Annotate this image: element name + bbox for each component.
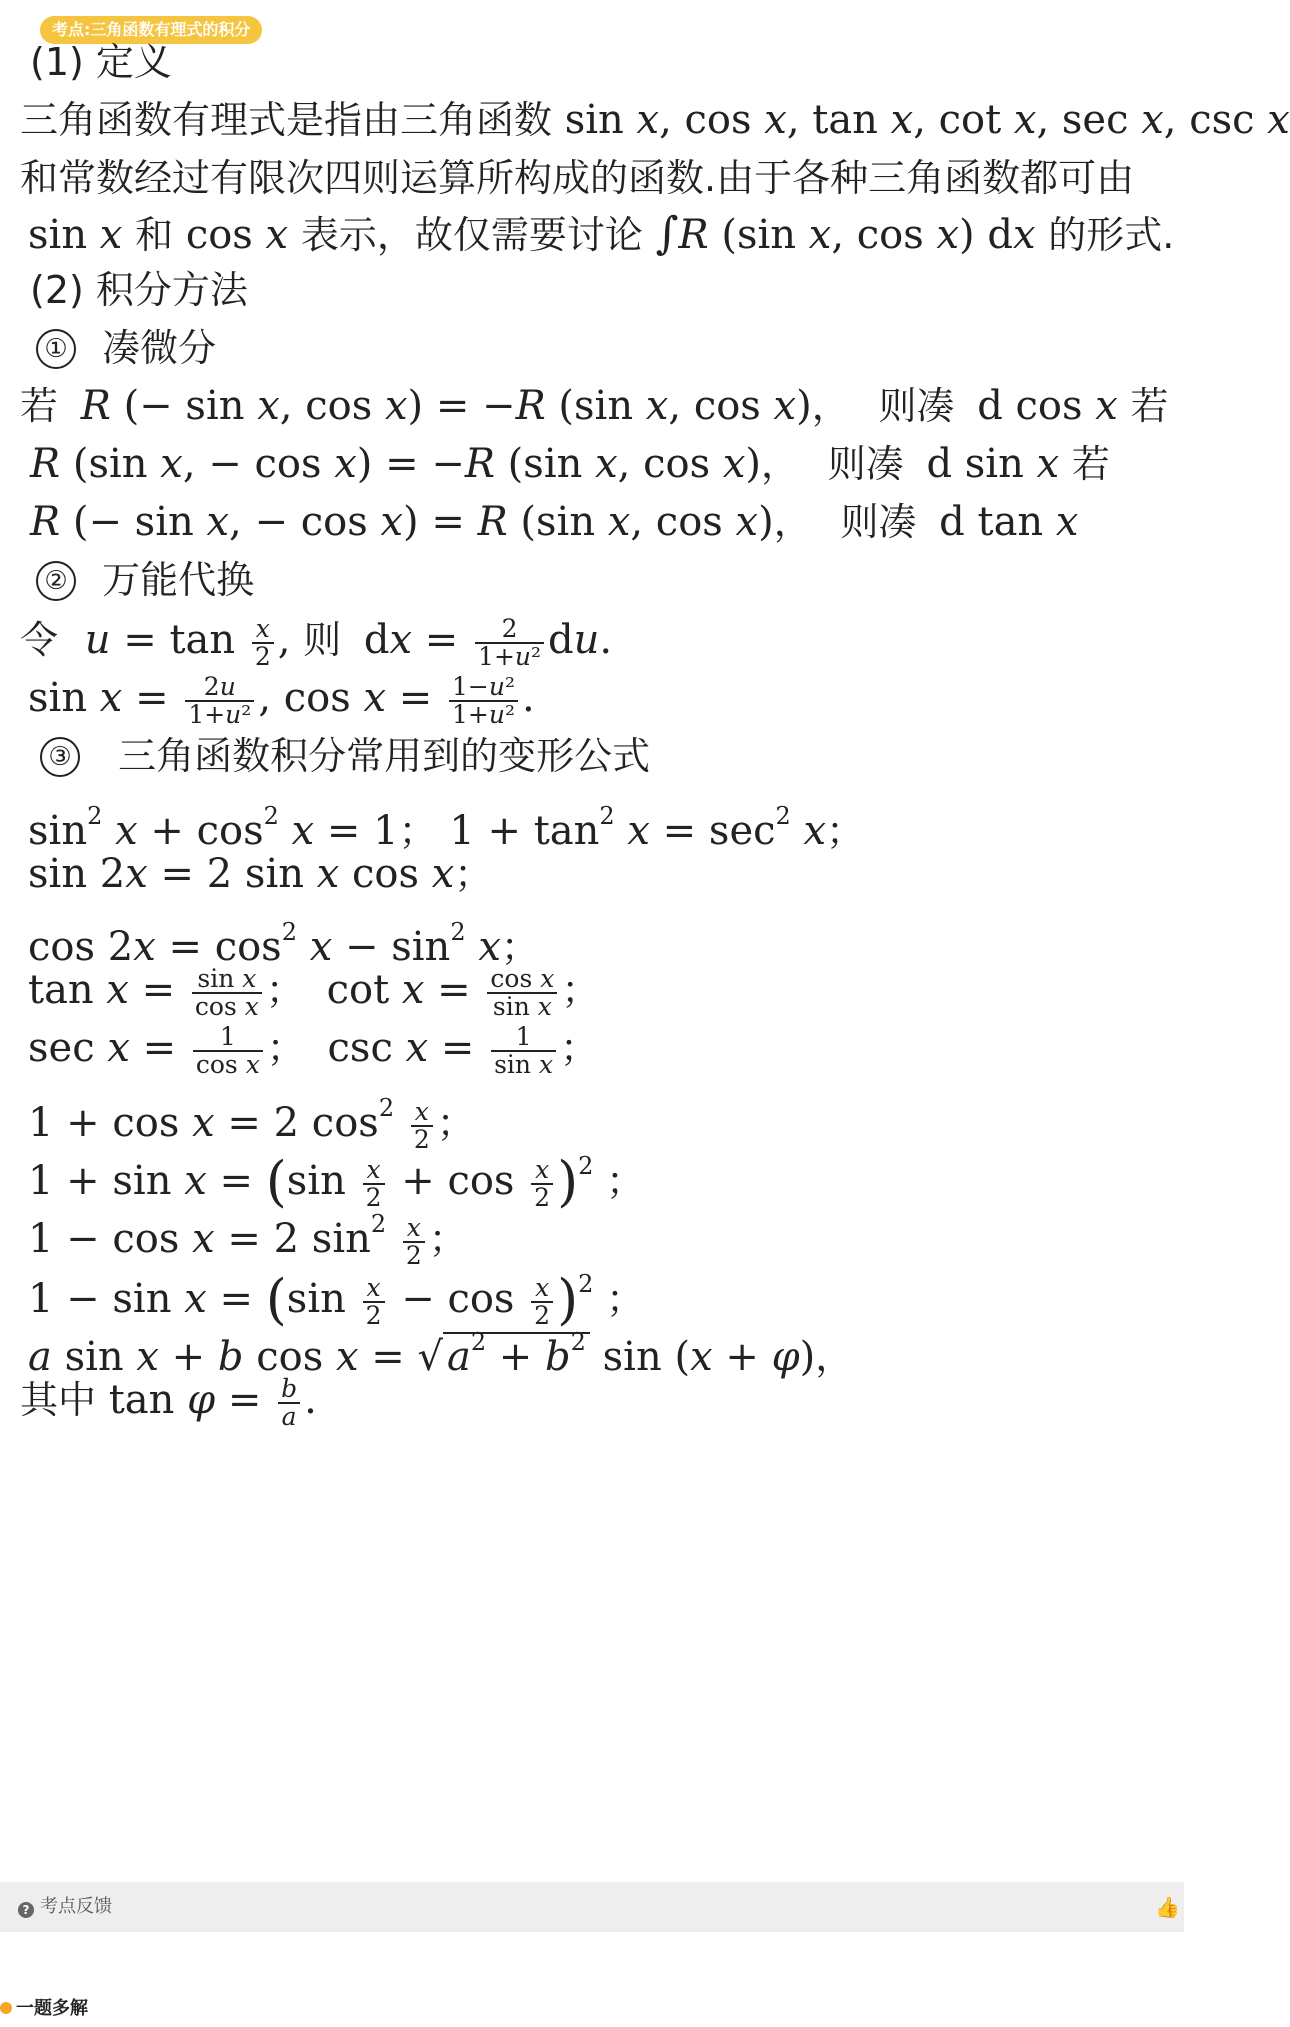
circled-2: ②	[36, 561, 76, 601]
fraction: $\frac{2u}{\text{1+u²}}$	[185, 674, 254, 728]
fraction: $\frac{x}{2}$	[403, 1215, 425, 1269]
substitution-line-1: 令 u = tan $\frac{x}{2}$ , 则 dx = $\frac{2}{\text{1+u²}}$ du.	[20, 614, 613, 671]
feedback-bar	[0, 1882, 1184, 1932]
fraction: $\frac{\text{sin x}}{\text{cos x}}$	[192, 966, 262, 1020]
formula-double-angle-sin: sin 2x = 2 sin x cos x；	[28, 851, 493, 897]
rule-line-3: R (− sin x, − cos x) = R (sin x, cos x)， 则凑 d tan x	[30, 499, 1079, 545]
question-icon: ?	[18, 1902, 34, 1918]
formula-pythagorean: $\sin^2 x + \cos^2 x = 1$； $1 + \tan^2 x = \sec^2 x$；	[28, 802, 865, 854]
formula-half-angle-2: 1 + sin x = (sin $\frac{x}{2}$ + cos $\frac{x}{2}$ )$^2$ ；	[28, 1150, 645, 1213]
method2-title: 万能代换	[102, 558, 255, 602]
rule-line-1: 若 R (− sin x, cos x) = −R (sin x, cos x)， 则凑 d cos x 若	[20, 383, 1169, 429]
definition-line-3: sin x 和 cos x 表示，故仅需要讨论 ∫R (sin x, cos x) dx 的形式.	[28, 208, 1175, 259]
fraction: $\frac{1}{\text{sin x}}$	[491, 1024, 556, 1078]
method2-heading	[36, 552, 254, 608]
and-word: 和	[135, 213, 174, 257]
formula-phi: 其中 tan φ = $\frac{b}{a}$ .	[20, 1374, 317, 1431]
topic-tag: 考点:三角函数有理式的积分	[40, 16, 262, 44]
then-word: 则凑	[840, 500, 917, 544]
fraction: $\frac{x}{2}$	[363, 1157, 385, 1211]
fraction: $\frac{x}{2}$	[411, 1099, 433, 1153]
formula-auxiliary-angle: a sin x + b cos x = √ $a^2 + b^2$ sin (x + φ)，	[28, 1328, 854, 1380]
if-word: 若	[1130, 384, 1169, 428]
rule-line-2: R (sin x, − cos x) = −R (sin x, cos x)， 则凑 d sin x 若	[30, 441, 1110, 487]
method1-heading	[36, 320, 216, 376]
formula-double-angle-cos: $\cos 2x = \cos^2 x - \sin^2 x$；	[28, 918, 539, 970]
circled-1: ①	[36, 329, 76, 369]
formula-half-angle-4: 1 − sin x = (sin $\frac{x}{2}$ − cos $\frac{x}{2}$ )$^2$ ；	[28, 1268, 645, 1331]
method1-title: 凑微分	[102, 326, 217, 370]
then-word: 则	[303, 618, 342, 662]
fraction: $\frac{2}{\text{1+u²}}$	[475, 616, 544, 670]
dot-icon	[0, 2002, 12, 2014]
form-word: 的形式.	[1048, 213, 1175, 257]
fraction: $\frac{\text{cos x}}{\text{sin x}}$	[487, 966, 557, 1020]
if-word: 若	[1071, 442, 1110, 486]
feedback-link[interactable]: 考点反馈	[40, 1896, 112, 1917]
definition-text-1: 三角函数有理式是指由三角函数	[20, 98, 553, 142]
then-word: 则凑	[827, 442, 904, 486]
definition-line-2: 和常数经过有限次四则运算所构成的函数.由于各种三角函数都可由	[20, 156, 1135, 200]
fraction: $\frac{\text{1−u²}}{\text{1+u²}}$	[449, 674, 518, 728]
multi-solution-label[interactable]: 一题多解	[16, 1998, 88, 2019]
fraction: $\frac{1}{\text{cos x}}$	[193, 1024, 263, 1078]
substitution-line-2: sin x = $\frac{2u}{\text{1+u²}}$ , cos x = $\frac{\text{1−u²}}{\text{1+u²}}$ .	[28, 672, 535, 729]
fraction: $\frac{x}{2}$	[363, 1275, 385, 1329]
definition-line-1: 三角函数有理式是指由三角函数 sin x, cos x, tan x, cot x, sec x, csc x	[20, 97, 1290, 143]
let-word: 令	[20, 618, 59, 662]
fraction: $\frac{x}{2}$	[531, 1157, 553, 1211]
fraction: $\frac{x}{2}$	[531, 1275, 553, 1329]
formula-tan-cot: tan x = $\frac{\text{sin x}}{\text{cos x}}$ ； cot x = $\frac{\text{cos x}}{\text{sin x}}$ ；	[28, 964, 600, 1021]
formula-half-angle-1: 1 + cos x = 2 $\cos^2$ $\frac{x}{2}$ ；	[28, 1094, 475, 1154]
method3-title: 三角函数积分常用到的变形公式	[118, 734, 651, 778]
then-word: 则凑	[878, 384, 955, 428]
circled-3: ③	[40, 737, 80, 777]
method3-heading	[40, 728, 650, 784]
if-word: 若	[20, 384, 59, 428]
section2-title: (2) 积分方法	[30, 268, 248, 312]
where-word: 其中	[20, 1378, 97, 1422]
multi-solution-section	[0, 1994, 88, 2024]
formula-half-angle-3: 1 − cos x = 2 $\sin^2$ $\frac{x}{2}$ ；	[28, 1210, 467, 1270]
section1-title: (1) 定义	[30, 40, 172, 84]
formula-sec-csc: sec x = $\frac{1}{\text{cos x}}$ ； csc x = $\frac{1}{\text{sin x}}$ ；	[28, 1022, 599, 1079]
definition-text-3: 表示，故仅需要讨论	[300, 213, 643, 257]
fraction: $\frac{x}{2}$	[252, 616, 274, 670]
thumbs-up-icon[interactable]: 👍	[1155, 1895, 1180, 1919]
fraction: $\frac{b}{a}$	[278, 1376, 300, 1430]
